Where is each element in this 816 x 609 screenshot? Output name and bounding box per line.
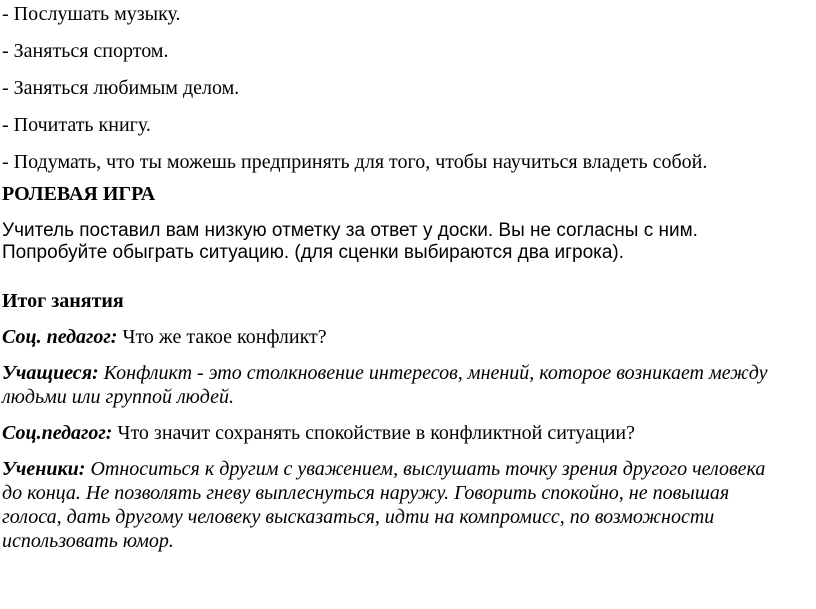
- list-item-think: - Подумать, что ты можешь предпринять для того, чтобы научиться владеть собой.: [2, 151, 708, 173]
- dialogue-question-2: [2, 421, 635, 445]
- summary-heading: Итог занятия: [2, 290, 124, 312]
- answer-text: Относиться к другим с уважением, выслушать точку зрения другого человека: [85, 458, 766, 480]
- list-item-book: - Почитать книгу.: [2, 114, 151, 136]
- role-game-text-line-2: Попробуйте обыграть ситуацию. (для сценки выбираются два игрока).: [2, 242, 625, 263]
- dialogue-answer-2-line-3: голоса, дать другому человеку высказаться, идти на компромисс, по возможности: [2, 506, 715, 528]
- dialogue-answer-2-line-4: использовать юмор.: [2, 530, 174, 552]
- dialogue-answer-1-line-2: людьми или группой людей.: [2, 386, 235, 408]
- role-game-text-line-1: Учитель поставил вам низкую отметку за ответ у доски. Вы не согласны с ним.: [2, 220, 698, 241]
- answer-text: Конфликт - это столкновение интересов, мнений, которое возникает между: [98, 362, 768, 384]
- speaker-label: Учащиеся:: [2, 362, 99, 384]
- list-item-music: - Послушать музыку.: [2, 3, 181, 25]
- dialogue-answer-2-line-1: [2, 457, 765, 481]
- question-text: Что же такое конфликт?: [117, 326, 327, 348]
- speaker-label: Соц.педагог:: [2, 422, 113, 444]
- dialogue-answer-2-line-2: до конца. Не позволять гневу выплеснуться наружу. Говорить спокойно, не повышая: [2, 482, 730, 504]
- list-item-hobby: - Заняться любимым делом.: [2, 77, 240, 99]
- speaker-label: Ученики:: [2, 458, 86, 480]
- role-game-heading: РОЛЕВАЯ ИГРА: [2, 183, 156, 205]
- question-text: Что значит сохранять спокойствие в конфликтной ситуации?: [112, 422, 636, 444]
- dialogue-answer-1-line-1: [2, 361, 767, 385]
- speaker-label: Соц. педагог:: [2, 326, 118, 348]
- list-item-sport: - Заняться спортом.: [2, 40, 169, 62]
- dialogue-question-1: [2, 325, 327, 349]
